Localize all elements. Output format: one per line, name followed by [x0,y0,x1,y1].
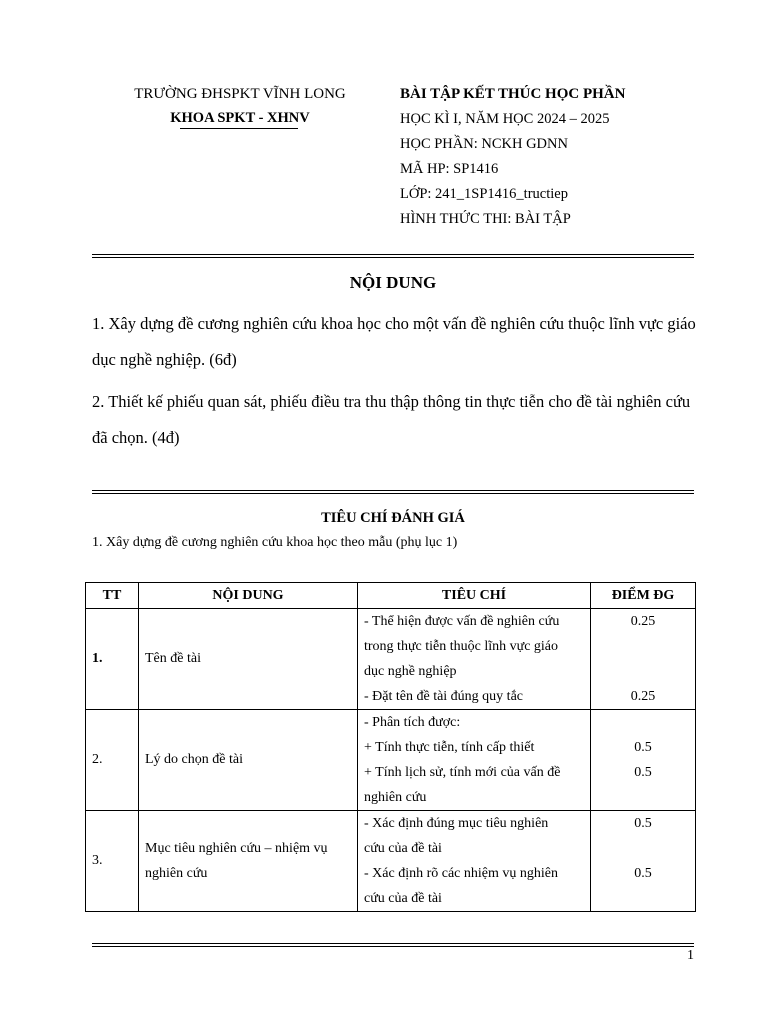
criteria-line: cứu của đề tài [364,841,442,856]
criteria-subheading: 1. Xây dựng đề cương nghiên cứu khoa học theo mẫu (phụ lục 1) [92,535,458,550]
table-row [86,710,696,811]
score-value [597,659,689,684]
score-value: 0.5 [634,816,652,831]
criteria-line: - Thể hiện được vấn đề nghiên cứu [364,614,560,629]
exam-title: BÀI TẬP KẾT THÚC HỌC PHẦN [400,86,626,102]
row-score [591,811,696,912]
score-value: 0.5 [634,765,652,780]
column-header-content: NỘI DUNG [139,583,358,609]
score-value [597,836,689,861]
page-number: 1 [687,948,694,963]
class-info: LỚP: 241_1SP1416_tructiep [400,186,568,202]
divider-top [92,254,694,258]
column-header-criteria: TIÊU CHÍ [358,583,591,609]
faculty-underline [180,128,298,129]
school-name: TRƯỜNG ĐHSPKT VĨNH LONG [134,86,346,102]
row-criteria [358,710,591,811]
criteria-line: - Phân tích được: [364,715,461,730]
row-content: Tên đề tài [139,609,358,710]
criteria-line: cứu của đề tài [364,891,442,906]
score-value: 0.5 [634,740,652,755]
criteria-line: - Xác định rõ các nhiệm vụ nghiên [364,866,558,881]
score-value [597,634,689,659]
column-header-score: ĐIỂM ĐG [591,583,696,609]
row-score [591,609,696,710]
row-content: Mục tiêu nghiên cứu – nhiệm vụ nghiên cứu [139,811,358,912]
score-value [597,785,689,810]
table-row [86,609,696,710]
score-value [597,710,689,735]
row-number: 1. [86,609,139,710]
row-criteria [358,609,591,710]
table-row [86,811,696,912]
criteria-line: nghiên cứu [364,790,427,805]
course-code: MÃ HP: SP1416 [400,161,499,177]
row-number: 2. [86,710,139,811]
column-header-tt: TT [86,583,139,609]
task-2: 2. Thiết kế phiếu quan sát, phiếu điều tra thu thập thông tin thực tiễn cho đề tài nghiên cứu đã chọn. (4đ) [92,392,691,447]
task-1: 1. Xây dựng đề cương nghiên cứu khoa học cho một vấn đề nghiên cứu thuộc lĩnh vực giáo dục nghề nghiệp. (6đ) [92,314,696,369]
divider-middle [92,490,694,494]
row-content: Lý do chọn đề tài [139,710,358,811]
criteria-line: - Xác định đúng mục tiêu nghiên [364,816,549,831]
criteria-line: - Đặt tên đề tài đúng quy tắc [364,689,524,704]
faculty-name: KHOA SPKT - XHNV [170,110,310,126]
criteria-line: trong thực tiễn thuộc lĩnh vực giáo [364,639,559,654]
score-value: 0.25 [630,614,656,629]
row-number: 3. [86,811,139,912]
criteria-heading: TIÊU CHÍ ĐÁNH GIÁ [321,510,465,526]
score-value: 0.25 [630,689,656,704]
criteria-line: + Tính thực tiễn, tính cấp thiết [364,740,535,755]
criteria-line: + Tính lịch sử, tính mới của vấn đề [364,765,561,780]
course-info: HỌC PHẦN: NCKH GDNN [400,136,568,152]
divider-bottom [92,943,694,947]
table-header-row [86,583,696,609]
criteria-line: dục nghề nghiệp [364,664,457,679]
semester-info: HỌC KÌ I, NĂM HỌC 2024 – 2025 [400,111,610,127]
exam-format: HÌNH THỨC THI: BÀI TẬP [400,211,571,227]
content-heading: NỘI DUNG [349,273,437,292]
criteria-table [85,582,696,912]
score-value [597,886,689,911]
row-criteria [358,811,591,912]
row-score [591,710,696,811]
score-value: 0.5 [634,866,652,881]
